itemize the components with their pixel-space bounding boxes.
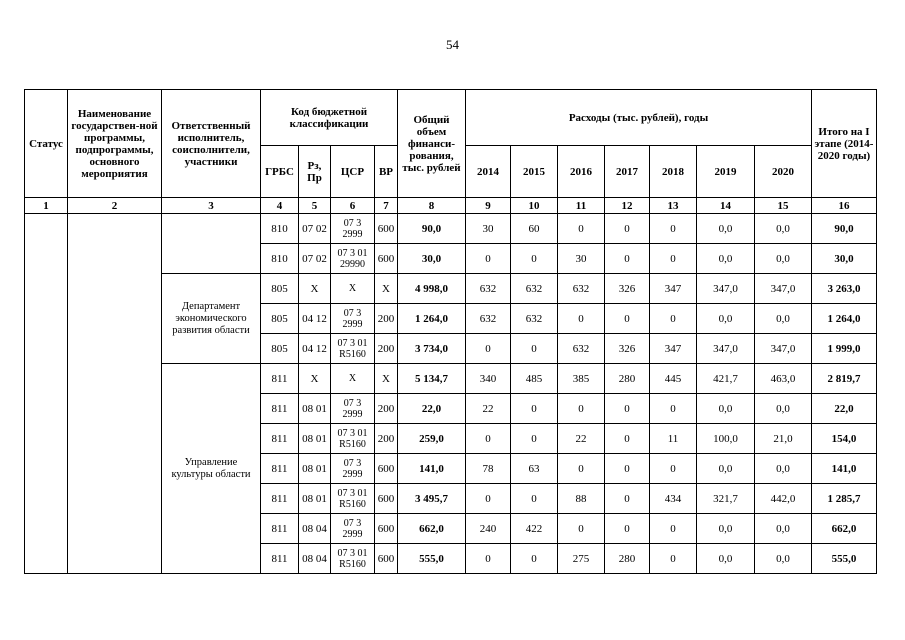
year-value-cell: 0 [605,514,650,544]
column-number: 11 [558,198,605,214]
year-value-cell: 347 [650,334,697,364]
year-value-cell: 0 [650,514,697,544]
rzpr-cell: Х [299,364,331,394]
column-number: 7 [375,198,398,214]
year-value-cell: 0 [605,484,650,514]
year-value-cell: 632 [466,274,511,304]
csr-cell: 07 3 01 29990 [331,244,375,274]
year-value-cell: 0 [511,484,558,514]
column-number: 14 [697,198,755,214]
rzpr-cell: 08 01 [299,394,331,424]
csr-cell: 07 3 01 R5160 [331,484,375,514]
year-value-cell: 0 [605,424,650,454]
grbs-cell: 811 [261,364,299,394]
vr-cell: 200 [375,394,398,424]
rzpr-cell: 07 02 [299,214,331,244]
csr-cell: Х [331,274,375,304]
total-cell: 3 734,0 [398,334,466,364]
status-header: Статус [25,90,68,198]
rzpr-cell: 08 01 [299,424,331,454]
year-value-cell: 347,0 [755,274,812,304]
page-number: 54 [446,37,459,52]
year-value-cell: 0 [558,304,605,334]
itog-cell: 141,0 [812,454,877,484]
rzpr-header: Рз, Пр [299,146,331,198]
year-value-cell: 275 [558,544,605,574]
year-value-cell: 0,0 [697,304,755,334]
total-cell: 662,0 [398,514,466,544]
vr-cell: 200 [375,424,398,454]
year-value-cell: 347,0 [697,334,755,364]
grbs-cell: 805 [261,274,299,304]
year-value-cell: 632 [558,274,605,304]
vr-cell: 600 [375,544,398,574]
year-header: 2020 [755,146,812,198]
year-value-cell: 0 [558,514,605,544]
year-header: 2015 [511,146,558,198]
year-value-cell: 0 [650,304,697,334]
year-value-cell: 30 [558,244,605,274]
grbs-cell: 805 [261,334,299,364]
column-number: 12 [605,198,650,214]
grbs-cell: 805 [261,304,299,334]
rzpr-cell: 08 04 [299,544,331,574]
year-value-cell: 0,0 [697,544,755,574]
csr-header: ЦСР [331,146,375,198]
vr-cell: Х [375,364,398,394]
csr-cell: 07 3 2999 [331,214,375,244]
name-header: Наименование государствен-ной программы, подпрограммы, основного мероприятия [68,90,162,198]
year-value-cell: 0,0 [697,514,755,544]
year-value-cell: 434 [650,484,697,514]
year-value-cell: 0 [605,244,650,274]
year-value-cell: 0 [558,454,605,484]
vr-cell: 600 [375,214,398,244]
year-value-cell: 0 [605,454,650,484]
year-value-cell: 280 [605,544,650,574]
rzpr-cell: 08 01 [299,484,331,514]
itog-header: Итого на I этапе (2014-2020 годы) [812,90,877,198]
column-number: 4 [261,198,299,214]
csr-cell: 07 3 01 R5160 [331,424,375,454]
year-value-cell: 60 [511,214,558,244]
year-header: 2016 [558,146,605,198]
executor-cell [162,214,261,274]
year-value-cell: 632 [511,274,558,304]
rzpr-cell: 08 01 [299,454,331,484]
year-value-cell: 22 [558,424,605,454]
itog-cell: 2 819,7 [812,364,877,394]
total-cell: 4 998,0 [398,274,466,304]
column-number: 2 [68,198,162,214]
column-number: 3 [162,198,261,214]
itog-cell: 1 999,0 [812,334,877,364]
year-value-cell: 0,0 [697,244,755,274]
csr-cell: 07 3 2999 [331,304,375,334]
year-value-cell: 0 [466,544,511,574]
year-value-cell: 0,0 [697,214,755,244]
year-value-cell: 88 [558,484,605,514]
year-value-cell: 0,0 [755,394,812,424]
table-row [25,214,877,244]
total-cell: 555,0 [398,544,466,574]
grbs-cell: 810 [261,214,299,244]
year-value-cell: 0 [558,214,605,244]
grbs-cell: 811 [261,514,299,544]
year-value-cell: 0,0 [755,304,812,334]
column-number: 5 [299,198,331,214]
year-value-cell: 0 [605,304,650,334]
vr-cell: 600 [375,244,398,274]
year-value-cell: 340 [466,364,511,394]
year-value-cell: 632 [558,334,605,364]
year-value-cell: 0 [466,424,511,454]
total-cell: 90,0 [398,214,466,244]
year-value-cell: 240 [466,514,511,544]
rzpr-cell: 04 12 [299,334,331,364]
year-value-cell: 0 [466,244,511,274]
rzpr-cell: Х [299,274,331,304]
vr-cell: 200 [375,304,398,334]
year-header: 2018 [650,146,697,198]
year-value-cell: 0,0 [755,454,812,484]
year-value-cell: 0 [650,544,697,574]
year-value-cell: 0 [511,244,558,274]
year-value-cell: 632 [511,304,558,334]
status-cell [25,214,68,574]
year-value-cell: 30 [466,214,511,244]
column-number: 10 [511,198,558,214]
grbs-header: ГРБС [261,146,299,198]
csr-cell: 07 3 2999 [331,454,375,484]
year-value-cell: 0 [650,214,697,244]
budget-table [24,89,877,574]
budget-code-header: Код бюджетной классификации [261,90,398,146]
itog-cell: 154,0 [812,424,877,454]
year-value-cell: 422 [511,514,558,544]
year-value-cell: 0 [605,394,650,424]
year-header: 2017 [605,146,650,198]
year-value-cell: 321,7 [697,484,755,514]
year-value-cell: 0 [511,424,558,454]
itog-cell: 3 263,0 [812,274,877,304]
year-value-cell: 0,0 [755,244,812,274]
year-value-cell: 21,0 [755,424,812,454]
rzpr-cell: 04 12 [299,304,331,334]
year-value-cell: 0 [466,334,511,364]
year-value-cell: 463,0 [755,364,812,394]
column-number-row [25,198,877,214]
year-header: 2019 [697,146,755,198]
total-cell: 5 134,7 [398,364,466,394]
program-name-cell [68,214,162,574]
year-value-cell: 0 [466,484,511,514]
year-value-cell: 0 [650,244,697,274]
year-value-cell: 280 [605,364,650,394]
itog-cell: 662,0 [812,514,877,544]
year-value-cell: 63 [511,454,558,484]
vr-cell: 600 [375,454,398,484]
csr-cell: Х [331,364,375,394]
year-value-cell: 0,0 [755,544,812,574]
year-value-cell: 0 [558,394,605,424]
column-number: 6 [331,198,375,214]
total-cell: 22,0 [398,394,466,424]
total-cell: 30,0 [398,244,466,274]
column-number: 1 [25,198,68,214]
total-cell: 1 264,0 [398,304,466,334]
grbs-cell: 811 [261,484,299,514]
total-cell: 3 495,7 [398,484,466,514]
year-value-cell: 347,0 [755,334,812,364]
itog-cell: 22,0 [812,394,877,424]
rzpr-cell: 07 02 [299,244,331,274]
year-value-cell: 326 [605,334,650,364]
year-value-cell: 0 [511,544,558,574]
year-value-cell: 0 [511,334,558,364]
grbs-cell: 810 [261,244,299,274]
vr-cell: 600 [375,484,398,514]
year-value-cell: 445 [650,364,697,394]
itog-cell: 90,0 [812,214,877,244]
executor-cell: Управление культуры области [162,364,261,574]
vr-cell: 200 [375,334,398,364]
year-value-cell: 485 [511,364,558,394]
total-header: Общий объем финанси-рования, тыс. рублей [398,90,466,198]
csr-cell: 07 3 01 R5160 [331,544,375,574]
year-value-cell: 100,0 [697,424,755,454]
executor-cell: Департамент экономического развития области [162,274,261,364]
year-value-cell: 0,0 [697,394,755,424]
year-header: 2014 [466,146,511,198]
year-value-cell: 78 [466,454,511,484]
expenses-header: Расходы (тыс. рублей), годы [466,90,812,146]
grbs-cell: 811 [261,394,299,424]
grbs-cell: 811 [261,544,299,574]
year-value-cell: 347,0 [697,274,755,304]
column-number: 16 [812,198,877,214]
year-value-cell: 0,0 [755,214,812,244]
year-value-cell: 22 [466,394,511,424]
year-value-cell: 0 [650,394,697,424]
csr-cell: 07 3 2999 [331,514,375,544]
year-value-cell: 0 [511,394,558,424]
column-number: 15 [755,198,812,214]
csr-cell: 07 3 2999 [331,394,375,424]
itog-cell: 1 264,0 [812,304,877,334]
grbs-cell: 811 [261,454,299,484]
vr-header: ВР [375,146,398,198]
itog-cell: 555,0 [812,544,877,574]
year-value-cell: 11 [650,424,697,454]
year-value-cell: 442,0 [755,484,812,514]
total-cell: 259,0 [398,424,466,454]
grbs-cell: 811 [261,424,299,454]
column-number: 13 [650,198,697,214]
year-value-cell: 0 [605,214,650,244]
year-value-cell: 326 [605,274,650,304]
year-value-cell: 0,0 [755,514,812,544]
total-cell: 141,0 [398,454,466,484]
itog-cell: 30,0 [812,244,877,274]
year-value-cell: 385 [558,364,605,394]
column-number: 9 [466,198,511,214]
vr-cell: 600 [375,514,398,544]
rzpr-cell: 08 04 [299,514,331,544]
csr-cell: 07 3 01 R5160 [331,334,375,364]
executor-header: Ответственный исполнитель, соисполнители, участники [162,90,261,198]
itog-cell: 1 285,7 [812,484,877,514]
year-value-cell: 347 [650,274,697,304]
column-number: 8 [398,198,466,214]
vr-cell: Х [375,274,398,304]
year-value-cell: 421,7 [697,364,755,394]
year-value-cell: 0 [650,454,697,484]
year-value-cell: 632 [466,304,511,334]
year-value-cell: 0,0 [697,454,755,484]
